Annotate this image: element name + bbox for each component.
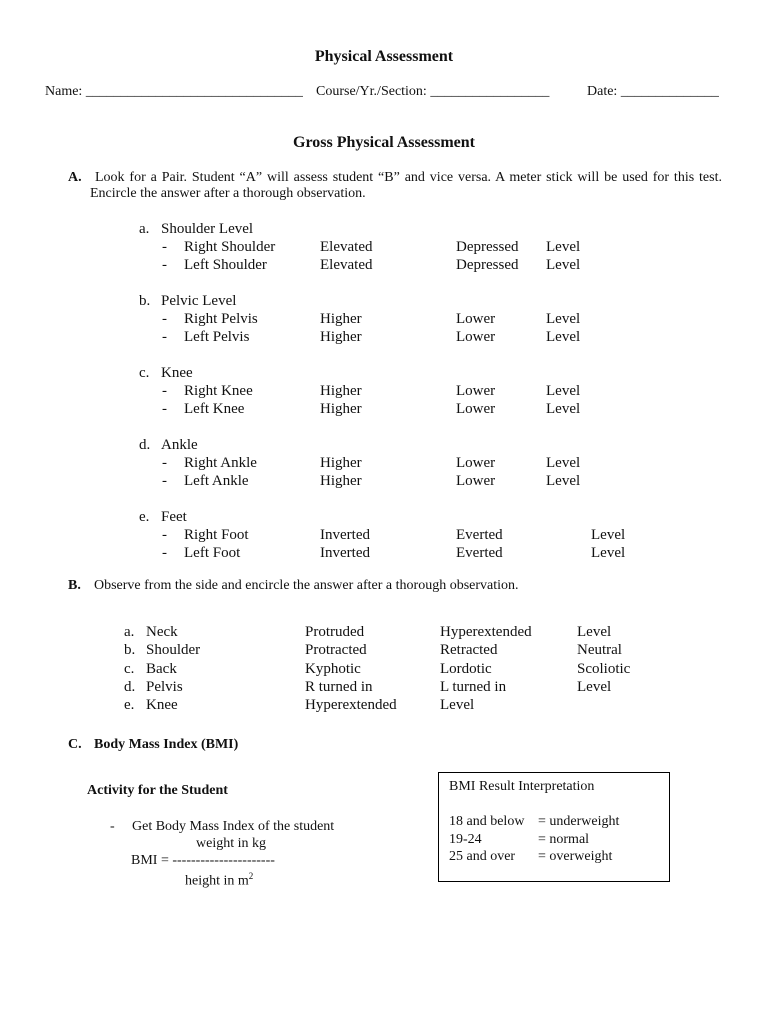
row-part: Left Knee [184, 401, 245, 417]
option-3: Level [546, 383, 581, 399]
option-2: Level [440, 697, 475, 714]
row-dash: - [162, 239, 167, 255]
option-3: Level [546, 401, 581, 417]
activity-title: Activity for the Student [87, 783, 228, 798]
option-2: Hyperextended [440, 624, 532, 640]
row-label: d. [124, 678, 136, 695]
row-part: Back [146, 660, 177, 677]
option-2: Lower [456, 383, 496, 399]
group-label: a. [139, 221, 150, 237]
row-label: a. [124, 624, 135, 640]
row-part: Right Knee [184, 383, 253, 399]
row-part: Left Ankle [184, 473, 249, 489]
bmi-numerator: weight in kg [196, 836, 266, 851]
bmi-result: = underweight [538, 814, 620, 829]
section-title-gross: Gross Physical Assessment [293, 134, 475, 151]
row-dash: - [162, 401, 167, 417]
activity-dash: - [110, 819, 115, 834]
bmi-formula: BMI = ---------------------- [131, 853, 275, 868]
row-dash: - [162, 545, 167, 561]
option-3: Scoliotic [577, 660, 631, 677]
group-label: b. [139, 293, 151, 309]
option-2: Retracted [440, 642, 498, 659]
row-dash: - [162, 383, 167, 399]
bmi-interpretation-box [438, 772, 670, 882]
option-2: Lower [456, 329, 496, 345]
bmi-interpretation-title: BMI Result Interpretation [449, 779, 595, 794]
option-1: Higher [320, 329, 362, 345]
bmi-range: 19-24 [449, 831, 482, 847]
activity-text: Get Body Mass Index of the student [132, 819, 335, 834]
option-3: Level [577, 624, 612, 640]
row-dash: - [162, 311, 167, 327]
option-2: Lordotic [440, 660, 492, 677]
group-label: c. [139, 365, 150, 381]
option-3: Level [546, 311, 581, 327]
option-2: Lower [456, 311, 496, 327]
row-part: Left Pelvis [184, 329, 250, 345]
bmi-result: = normal [538, 831, 590, 847]
option-3: Neutral [577, 642, 622, 659]
option-3: Level [546, 473, 581, 489]
row-label: b. [124, 642, 136, 659]
option-3: Level [546, 239, 581, 255]
group-name: Feet [161, 509, 187, 525]
option-1: Inverted [320, 545, 370, 561]
section-b-instruction: Observe from the side and encircle the answer after a thorough observation. [94, 578, 519, 593]
row-part: Knee [146, 697, 178, 714]
option-2: L turned in [440, 678, 507, 695]
row-part: Right Pelvis [184, 311, 258, 327]
row-part: Shoulder [146, 642, 201, 659]
option-3: Level [546, 329, 581, 345]
row-label: e. [124, 697, 135, 714]
option-3: Level [546, 455, 581, 471]
date-line: ______________ [620, 84, 719, 99]
name-label: Name: [45, 84, 83, 99]
option-3: Level [591, 527, 626, 543]
option-1: Higher [320, 311, 362, 327]
section-c-title: Body Mass Index (BMI) [94, 737, 239, 752]
row-part: Left Shoulder [184, 257, 267, 273]
option-1: Protruded [305, 624, 365, 640]
group-name: Ankle [161, 437, 198, 453]
option-1: Hyperextended [305, 697, 397, 714]
row-dash: - [162, 455, 167, 471]
bmi-denominator-text: height in m [185, 873, 249, 889]
option-3: Level [591, 545, 626, 561]
row-label: c. [124, 660, 135, 677]
course-field[interactable] [316, 84, 549, 100]
row-part: Neck [146, 624, 178, 640]
row-part: Left Foot [184, 545, 241, 561]
row-part: Right Foot [184, 527, 249, 543]
bmi-result: = overweight [538, 849, 613, 864]
course-line: _________________ [430, 84, 550, 99]
option-1: Protracted [305, 642, 367, 659]
group-name: Pelvic Level [161, 293, 237, 309]
date-label: Date: [587, 84, 618, 99]
section-b-letter: B. [68, 578, 81, 593]
name-field[interactable] [45, 84, 303, 100]
option-3: Level [546, 257, 581, 273]
option-2: Depressed [456, 257, 519, 273]
bmi-denominator-exp: 2 [248, 871, 254, 881]
option-2: Lower [456, 455, 496, 471]
row-part: Right Shoulder [184, 239, 276, 255]
option-3: Level [577, 678, 612, 695]
option-2: Everted [456, 545, 503, 561]
row-dash: - [162, 329, 167, 345]
course-label: Course/Yr./Section: [316, 84, 427, 99]
group-label: d. [139, 437, 151, 453]
name-line: _______________________________ [85, 84, 303, 99]
page-title: Physical Assessment [314, 48, 454, 65]
date-field[interactable] [587, 84, 719, 100]
option-1: Higher [320, 455, 362, 471]
row-dash: - [162, 473, 167, 489]
option-1: Higher [320, 401, 362, 417]
row-dash: - [162, 257, 167, 273]
option-1: Inverted [320, 527, 370, 543]
option-2: Lower [456, 473, 496, 489]
option-2: Depressed [456, 239, 519, 255]
group-label: e. [139, 509, 150, 525]
bmi-denominator [185, 871, 253, 890]
group-name: Knee [161, 365, 193, 381]
section-a-letter: A. [68, 170, 82, 185]
option-1: Kyphotic [305, 660, 361, 677]
group-name: Shoulder Level [161, 221, 254, 237]
bmi-range: 18 and below [449, 814, 525, 829]
option-1: Elevated [320, 239, 373, 255]
row-dash: - [162, 527, 167, 543]
section-c-letter: C. [68, 737, 82, 752]
option-2: Lower [456, 401, 496, 417]
option-1: Higher [320, 383, 362, 399]
row-part: Pelvis [146, 678, 183, 695]
option-1: Elevated [320, 257, 373, 273]
option-1: Higher [320, 473, 362, 489]
option-1: R turned in [305, 678, 373, 695]
option-2: Everted [456, 527, 503, 543]
row-part: Right Ankle [184, 455, 257, 471]
bmi-range: 25 and over [449, 849, 516, 864]
section-a-instruction: Look for a Pair. Student “A” will assess student “B” and vice versa. A meter stick will be used for this test. Encircle the answer after a thorough observation. [90, 170, 722, 201]
